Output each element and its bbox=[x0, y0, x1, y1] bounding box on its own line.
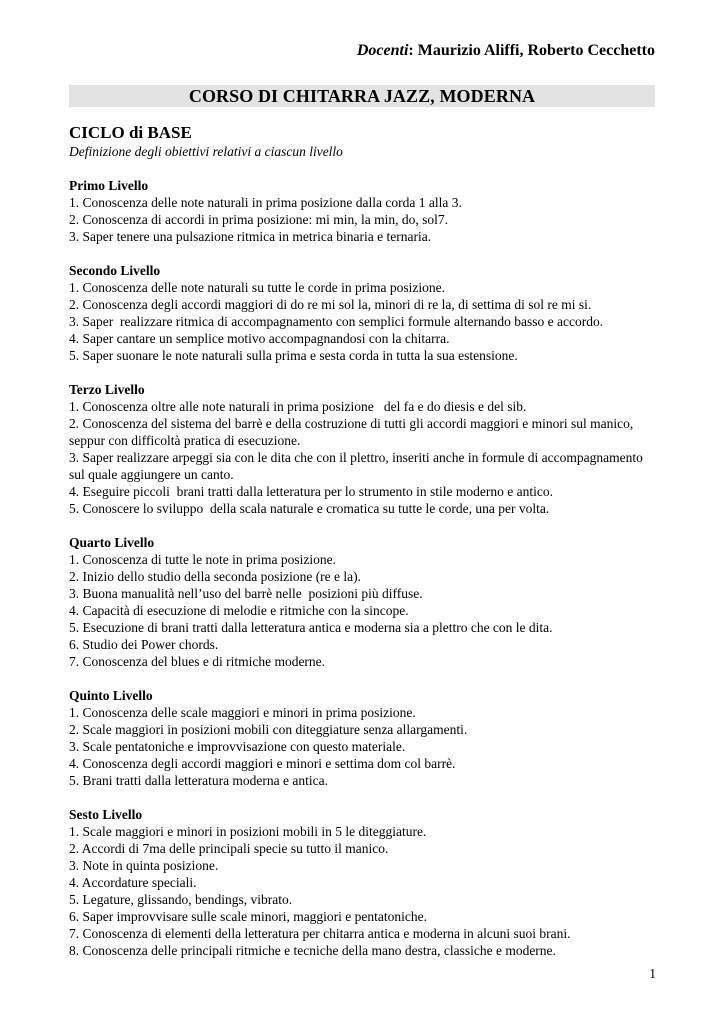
list-item: 5. Conoscere lo sviluppo della scala naturale e cromatica su tutte le corde, una per volta. bbox=[69, 501, 550, 516]
level-section bbox=[69, 534, 655, 670]
page-number: 1 bbox=[649, 966, 656, 981]
level-title: Quinto Livello bbox=[69, 688, 153, 703]
list-item: 6. Studio dei Power chords. bbox=[69, 637, 219, 652]
teachers-label: Docenti bbox=[356, 42, 409, 59]
list-item: 2. Conoscenza del sistema del barrè e della costruzione di tutti gli accordi maggiori e minori sul manico, seppur con difficoltà pratica di esecuzione. bbox=[69, 416, 637, 448]
list-item: 5. Esecuzione di brani tratti dalla letteratura antica e moderna sia a plettro che con le dita. bbox=[69, 620, 553, 635]
level-section bbox=[69, 687, 655, 789]
section-heading: CICLO di BASE bbox=[69, 123, 192, 142]
list-item: 7. Conoscenza del blues e di ritmiche moderne. bbox=[69, 654, 326, 669]
list-item: 6. Saper improvvisare sulle scale minori, maggiori e pentatoniche. bbox=[69, 909, 428, 924]
list-item: 1. Conoscenza delle note naturali su tutte le corde in prima posizione. bbox=[69, 280, 446, 295]
list-item: 4. Conoscenza degli accordi maggiori e minori e settima dom col barrè. bbox=[69, 756, 456, 771]
list-item: 3. Buona manualità nell’uso del barrè nelle posizioni più diffuse. bbox=[69, 586, 423, 601]
section-subtitle: Definizione degli obiettivi relativi a ciascun livello bbox=[69, 144, 343, 159]
list-item: 2. Accordi di 7ma delle principali specie su tutto il manico. bbox=[69, 841, 389, 856]
list-item: 4. Accordature speciali. bbox=[69, 875, 197, 890]
list-item: 1. Conoscenza delle scale maggiori e minori in prima posizione. bbox=[69, 705, 416, 720]
level-title: Quarto Livello bbox=[69, 535, 155, 550]
list-item: 3. Saper realizzare ritmica di accompagnamento con semplici formule alternando basso e accordo. bbox=[69, 314, 604, 329]
list-item: 2. Conoscenza degli accordi maggiori di do re mi sol la, minori di re la, di settima di sol re mi si. bbox=[69, 297, 592, 312]
list-item: 1. Scale maggiori e minori in posizioni mobili in 5 le diteggiature. bbox=[69, 824, 427, 839]
list-item: 3. Note in quinta posizione. bbox=[69, 858, 219, 873]
list-item: 5. Brani tratti dalla letteratura moderna e antica. bbox=[69, 773, 329, 788]
level-title: Sesto Livello bbox=[69, 807, 143, 822]
level-title: Terzo Livello bbox=[69, 382, 145, 397]
list-item: 3. Saper tenere una pulsazione ritmica in metrica binaria e ternaria. bbox=[69, 229, 432, 244]
list-item: 7. Conoscenza di elementi della letteratura per chitarra antica e moderna in alcuni suoi brani. bbox=[69, 926, 571, 941]
list-item: 2. Conoscenza di accordi in prima posizione: mi min, la min, do, sol7. bbox=[69, 212, 449, 227]
level-title: Secondo Livello bbox=[69, 263, 161, 278]
document-page bbox=[69, 40, 655, 959]
list-item: 1. Conoscenza di tutte le note in prima posizione. bbox=[69, 552, 336, 567]
list-item: 3. Saper realizzare arpeggi sia con le dita che con il plettro, inseriti anche in formule di accompagnamento sul quale aggiungere un canto. bbox=[69, 450, 647, 482]
list-item: 4. Capacità di esecuzione di melodie e ritmiche con la sincope. bbox=[69, 603, 409, 618]
levels-list bbox=[69, 177, 655, 959]
list-item: 5. Saper suonare le note naturali sulla prima e sesta corda in tutta la sua estensione. bbox=[69, 348, 518, 363]
level-title: Primo Livello bbox=[69, 178, 149, 193]
course-title: CORSO DI CHITARRA JAZZ, MODERNA bbox=[69, 85, 655, 107]
level-section bbox=[69, 806, 655, 959]
list-item: 2. Inizio dello studio della seconda posizione (re e la). bbox=[69, 569, 362, 584]
list-item: 8. Conoscenza delle principali ritmiche e tecniche della mano destra, classiche e moderne. bbox=[69, 943, 556, 958]
teachers-line bbox=[69, 40, 655, 62]
list-item: 4. Eseguire piccoli brani tratti dalla letteratura per lo strumento in stile moderno e antico. bbox=[69, 484, 553, 499]
list-item: 4. Saper cantare un semplice motivo accompagnandosi con la chitarra. bbox=[69, 331, 450, 346]
list-item: 3. Scale pentatoniche e improvvisazione con questo materiale. bbox=[69, 739, 406, 754]
list-item: 5. Legature, glissando, bendings, vibrato. bbox=[69, 892, 293, 907]
level-section bbox=[69, 381, 655, 517]
list-item: 2. Scale maggiori in posizioni mobili con diteggiature senza allargamenti. bbox=[69, 722, 468, 737]
list-item: 1. Conoscenza oltre alle note naturali in prima posizione del fa e do diesis e del sib. bbox=[69, 399, 527, 414]
list-item: 1. Conoscenza delle note naturali in prima posizione dalla corda 1 alla 3. bbox=[69, 195, 462, 210]
teachers-names: : Maurizio Aliffi, Roberto Cecchetto bbox=[408, 42, 655, 59]
level-section bbox=[69, 177, 655, 245]
level-section bbox=[69, 262, 655, 364]
